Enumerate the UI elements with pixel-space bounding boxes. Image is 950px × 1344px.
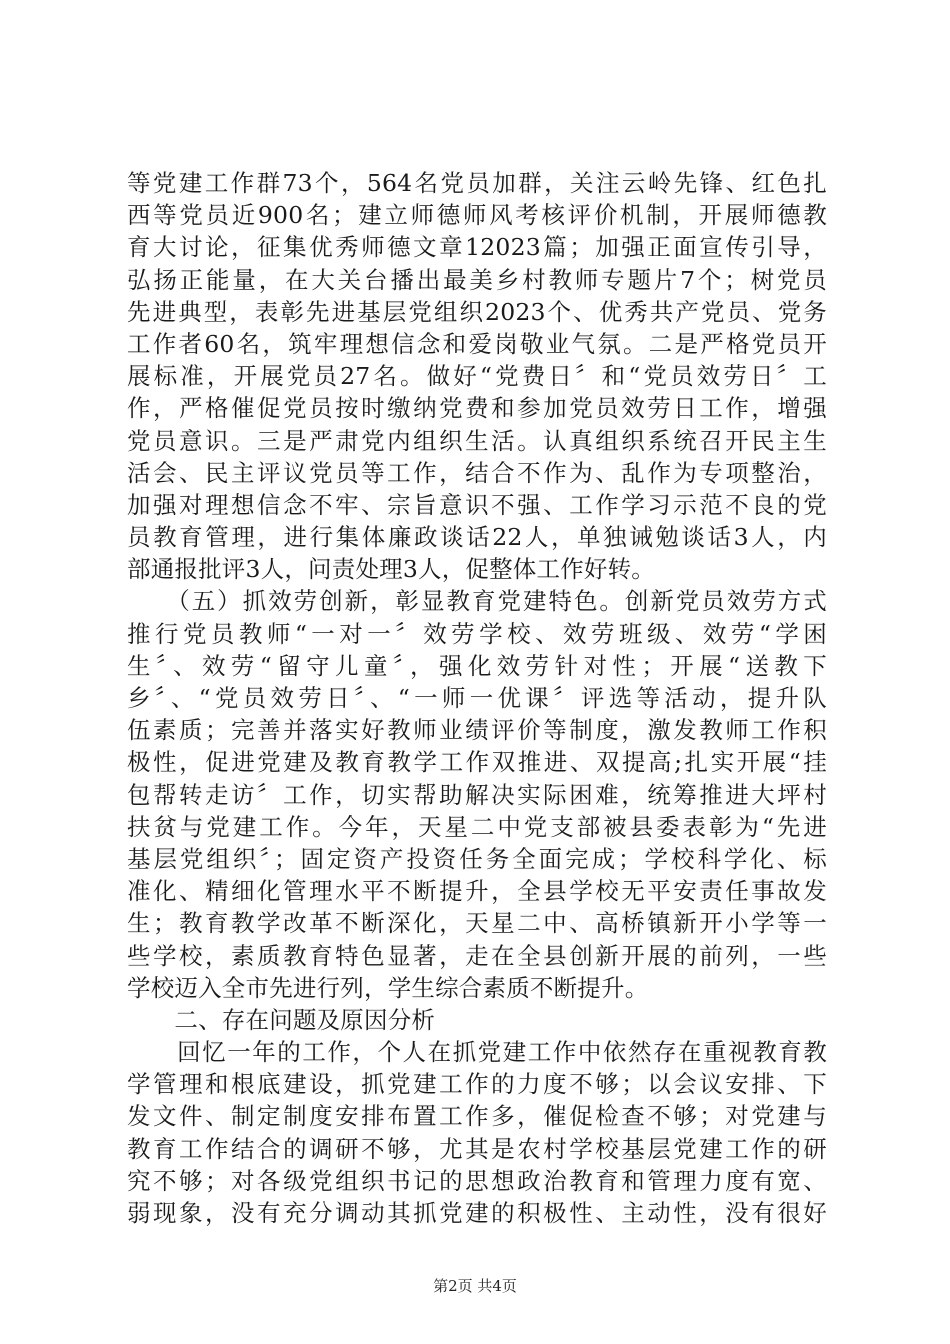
text-line: 党员意识。三是严肃党内组织生活。认真组织系统召开民主生 xyxy=(127,426,827,455)
text-line: 西等党员近900名；建立师德师风考核评价机制，开展师德教 xyxy=(127,201,827,230)
text-line: 员教育管理，进行集体廉政谈话22人，单独诫勉谈话3人，内 xyxy=(127,523,827,552)
text-line: 活会、民主评议党员等工作，结合不作为、乱作为专项整治， xyxy=(127,458,827,487)
text-line: 二、存在问题及原因分析 xyxy=(127,1005,436,1034)
text-line: 推行党员教师“一对一〞效劳学校、效劳班级、效劳“学困 xyxy=(127,619,827,648)
text-line: 加强对理想信念不牢、宗旨意识不强、工作学习示范不良的党 xyxy=(127,490,827,519)
text-line: 学校迈入全市先进行列，学生综合素质不断提升。 xyxy=(127,973,649,1002)
text-line: 学管理和根底建设，抓党建工作的力度不够；以会议安排、下 xyxy=(127,1070,827,1099)
text-line: 发文件、制定制度安排布置工作多，催促检查不够；对党建与 xyxy=(127,1102,827,1131)
text-line: 教育工作结合的调研不够，尤其是农村学校基层党建工作的研 xyxy=(127,1134,827,1163)
text-line: 极性，促进党建及教育教学工作双推进、双提高;扎实开展“挂 xyxy=(127,748,827,777)
text-line: 等党建工作群73个，564名党员加群，关注云岭先锋、红色扎 xyxy=(127,169,827,197)
text-line: 伍素质；完善并落实好教师业绩评价等制度，激发教师工作积 xyxy=(127,716,827,745)
text-line: 弘扬正能量，在大关台播出最美乡村教师专题片7个；树党员 xyxy=(127,265,827,294)
text-line: 乡〞、“党员效劳日〞、“一师一优课〞评选等活动，提升队 xyxy=(127,684,827,712)
text-line: 扶贫与党建工作。今年，天星二中党支部被县委表彰为“先进 xyxy=(127,812,827,841)
text-line: 生〞、效劳“留守儿童〞，强化效劳针对性；开展“送教下 xyxy=(127,651,827,680)
text-line: 准化、精细化管理水平不断提升，全县学校无平安责任事故发 xyxy=(127,877,827,906)
text-line: 包帮转走访〞工作，切实帮助解决实际困难，统筹推进大坪村 xyxy=(127,780,827,809)
text-line: 生；教育教学改革不断深化，天星二中、高桥镇新开小学等一 xyxy=(127,909,827,938)
text-line: 作，严格催促党员按时缴纳党费和参加党员效劳日工作，增强 xyxy=(127,394,827,423)
text-line: （五）抓效劳创新，彰显教育党建特色。创新党员效劳方式 xyxy=(127,587,827,616)
text-line: 先进典型，表彰先进基层党组织2023个、优秀共产党员、党务 xyxy=(127,297,827,326)
page-footer: 第2页 共4页 xyxy=(433,1277,517,1295)
text-line: 回忆一年的工作，个人在抓党建工作中依然存在重视教育教 xyxy=(127,1038,827,1067)
text-line: 部通报批评3人，问责处理3人，促整体工作好转。 xyxy=(127,555,656,584)
text-line: 工作者60名，筑牢理想信念和爱岗敬业气氛。二是严格党员开 xyxy=(127,329,827,358)
body-text xyxy=(127,167,827,1229)
text-line: 弱现象，没有充分调动其抓党建的积极性、主动性，没有很好 xyxy=(127,1199,827,1227)
text-line: 究不够；对各级党组织书记的思想政治教育和管理力度有宽、 xyxy=(127,1166,827,1195)
text-line: 些学校，素质教育特色显著，走在全县创新开展的前列，一些 xyxy=(127,941,827,970)
text-line: 展标准，开展党员27名。做好“党费日〞和“党员效劳日〞工 xyxy=(127,362,827,391)
text-line: 基层党组织〞；固定资产投资任务全面完成；学校科学化、标 xyxy=(127,844,827,873)
text-line: 育大讨论，征集优秀师德文章12023篇；加强正面宣传引导， xyxy=(127,233,827,262)
